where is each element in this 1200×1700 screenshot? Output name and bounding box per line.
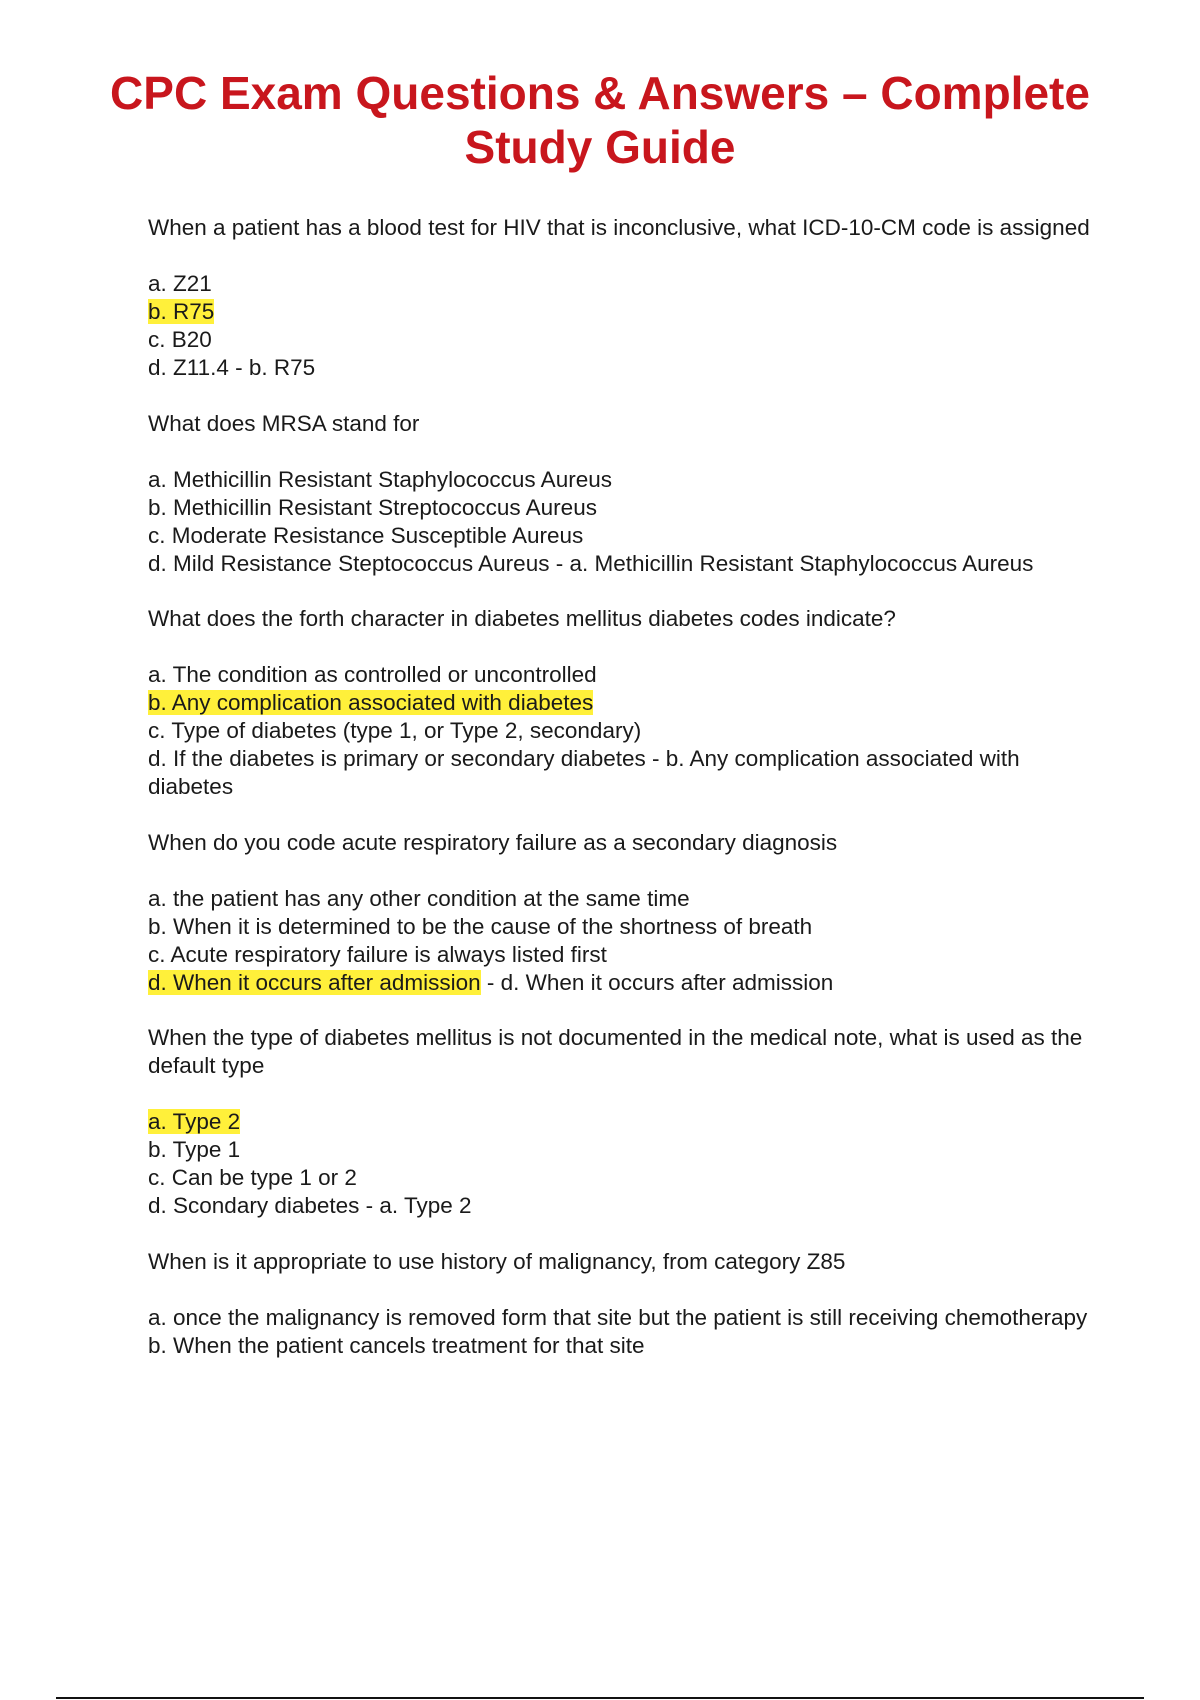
question-block [148,605,1098,801]
question-block [148,1248,1098,1360]
answer-option: d. Mild Resistance Steptococcus Aureus - a. Methicillin Resistant Staphylococcus Aureus [148,550,1034,576]
answer-option: b. When it is determined to be the cause of the shortness of breath [148,913,813,939]
page-title [60,66,1140,174]
question-block [148,829,1098,997]
answer-option: a. The condition as controlled or uncontrolled [148,662,597,687]
question-text: What does MRSA stand for [148,410,420,436]
answer-option [148,969,1098,997]
answer-option: b. Methicillin Resistant Streptococcus Aureus [148,494,597,520]
question-text: When do you code acute respiratory failure as a secondary diagnosis [148,829,838,855]
answer-option: c. Moderate Resistance Susceptible Aureus [148,522,584,548]
answer-option [148,689,1098,717]
question-block [148,1024,1098,1220]
page-title-line-2: Study Guide [464,121,736,173]
highlighted-answer: b. Any complication associated with diabetes [148,690,594,715]
answer-option [148,298,1098,326]
highlighted-answer: d. When it occurs after admission [148,969,481,995]
answer-options [148,885,1098,997]
answer-option: d. Z11.4 - b. R75 [148,355,316,380]
answer-option [148,1108,1098,1136]
answer-option: a. the patient has any other condition at the same time [148,885,690,911]
bottom-divider [56,1697,1144,1699]
answer-option: a. once the malignancy is removed form that site but the patient is still receiving chemotherapy [148,1304,1088,1330]
question-text: When the type of diabetes mellitus is not documented in the medical note, what is used as the default type [148,1025,1083,1078]
question-block [148,214,1098,382]
answer-option: c. Can be type 1 or 2 [148,1165,357,1190]
answer-option: a. Z21 [148,271,212,296]
answer-options [148,466,1098,578]
page-title-line-1: CPC Exam Questions & Answers – Complete [110,67,1090,119]
answer-option: c. B20 [148,327,212,352]
answer-option: c. Acute respiratory failure is always listed first [148,941,607,967]
answer-option: b. When the patient cancels treatment for that site [148,1332,645,1358]
answer-option: b. Type 1 [148,1137,241,1162]
answer-option: c. Type of diabetes (type 1, or Type 2, secondary) [148,718,642,743]
question-text: What does the forth character in diabetes mellitus diabetes codes indicate? [148,606,896,631]
qa-list [148,214,1098,1387]
question-text: When a patient has a blood test for HIV that is inconclusive, what ICD-10-CM code is assigned [148,215,1090,240]
question-block [148,410,1098,578]
answer-options [148,1108,1098,1220]
highlighted-answer: b. R75 [148,299,215,324]
answer-option: a. Methicillin Resistant Staphylococcus Aureus [148,466,612,492]
answer-options [148,270,1098,382]
highlighted-answer: a. Type 2 [148,1109,241,1134]
answer-option-rest: - d. When it occurs after admission [480,969,834,995]
question-text: When is it appropriate to use history of malignancy, from category Z85 [148,1248,846,1274]
answer-option: d. Scondary diabetes - a. Type 2 [148,1193,472,1218]
answer-options [148,661,1098,801]
answer-options [148,1304,1098,1360]
answer-option: d. If the diabetes is primary or secondary diabetes - b. Any complication associated with diabetes [148,746,1020,799]
